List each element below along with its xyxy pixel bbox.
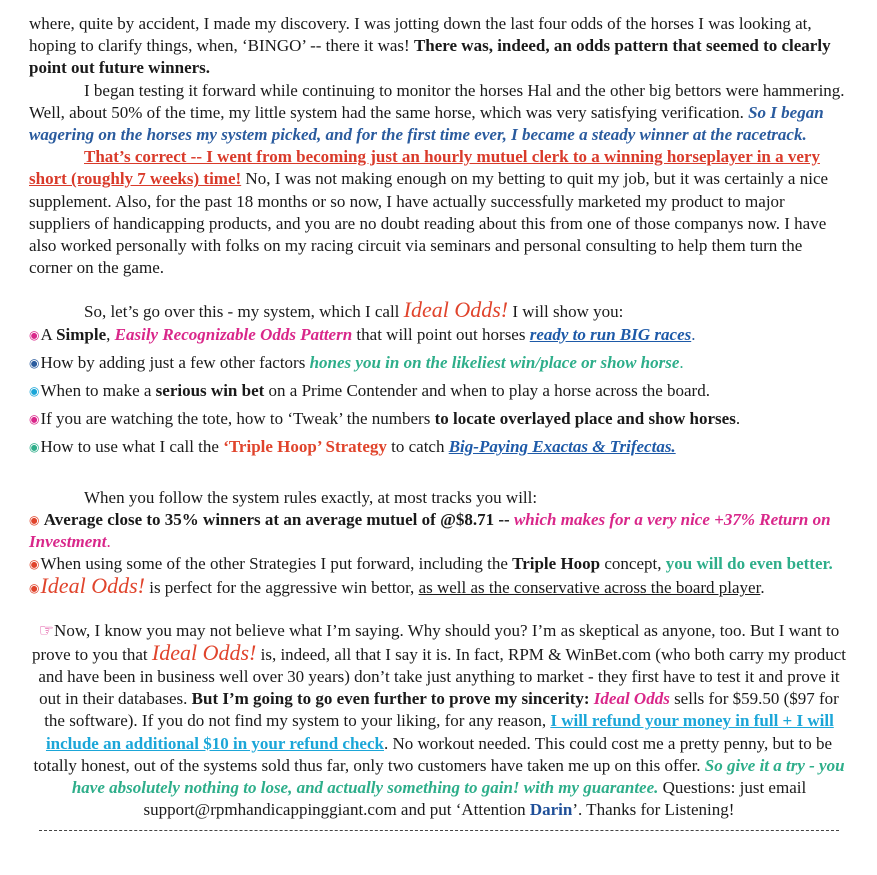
bullet-icon: ◉ [29, 512, 40, 527]
text: I will show you: [508, 302, 624, 322]
list-item: ◉How by adding just a few other factors hones you in on the likeliest win/place or show horse. [29, 352, 684, 372]
emphasis-text: That’s correct -- I went from becoming just an hourly mutuel clerk to a winning horseplayer in a very short (roughly 7 weeks) time! [29, 147, 820, 189]
list-item: ◉How to use what I call the ‘Triple Hoop’ Strategy to catch Big-Paying Exactas & Trifectas. [29, 437, 676, 457]
text: No, I was not making enough on my betting to quit my job, but it was certainly a nice supplement. Also, for the past 18 months or so now, I have actually successfully marketed my product to major suppliers of handicapping products, and you are no doubt reading about this from one of those companys now. I have also worked personally with folks on my racing circuit via seminars and personal consulting to help them turn the corner on the game. [29, 169, 829, 278]
brand-name: Ideal Odds! [40, 573, 145, 599]
divider [39, 830, 839, 831]
brand-name: Ideal Odds! [403, 297, 509, 323]
list-item: ◉A Simple, Easily Recognizable Odds Pattern that will point out horses ready to run BIG races. [29, 324, 696, 344]
feature-list [29, 324, 849, 459]
paragraph-intro [29, 299, 849, 323]
text: So, let’s go over this - my system, which I call [84, 302, 404, 322]
result-item-1: ◉ Average close to 35% winners at an average mutuel of @$8.71 -- which makes for a very nice +37% Return on Investment. [29, 509, 831, 552]
bullet-icon: ◉ [29, 440, 40, 455]
bullet-icon: ◉ [29, 412, 40, 427]
brand-name: Ideal Odds! [151, 639, 257, 665]
document-body [29, 13, 849, 831]
emphasis-text: So I began wagering on the horses my system picked, and for the first time ever, I became a steady winner at the racetrack. [29, 102, 824, 145]
paragraph-testing [29, 80, 849, 147]
text: I began testing it forward while continuing to monitor the horses Hal and the other big bettors were hammering. Well, about 50% of the time, my little system had the same horse, which was very satisfying verification. [29, 80, 845, 122]
list-item: ◉When to make a serious win bet on a Prime Contender and when to play a horse across the board. [29, 381, 710, 401]
bullet-icon: ◉ [29, 557, 40, 572]
paragraph-follow: When you follow the system rules exactly, at most tracks you will: [84, 487, 538, 507]
text: where, quite by accident, I made my discovery. I was jotting down the last four odds of the horses I was looking at, hoping to clarify things, when, ‘BINGO’ -- there it was! [29, 14, 812, 56]
list-item: ◉If you are watching the tote, how to ‘Tweak’ the numbers to locate overlayed place and show horses. [29, 409, 741, 429]
paragraph-discovery [29, 13, 849, 80]
result-item-2: ◉When using some of the other Strategies I put forward, including the Triple Hoop concept, you will do even better. [29, 554, 833, 574]
bullet-icon: ◉ [29, 355, 40, 370]
paragraph-correct [29, 146, 849, 279]
bullet-icon: ◉ [29, 327, 40, 342]
bullet-icon: ◉ [29, 384, 40, 399]
bullet-icon: ◉ [29, 581, 40, 596]
paragraph-guarantee: ☞Now, I know you may not believe what I’m saying. Why should you? I’m as skeptical as anyone, too. But I want to prove to you that Ideal Odds! is, indeed, all that I say it is. In fact, RPM & WinBet.com (who both carry my product and have been in business well over 30 years) don’t take just anything to market - they first have to test it and prove it out in their databases. But I’m going to go even further to prove my sincerity: Ideal Odds sells for $59.50 ($97 for the software). If you do not find my system to your liking, for any reason, I will refund your money in full + I will include an additional $10 in your refund check. No workout needed. This could cost me a pretty penny, but to be totally honest, out of the systems sold thus far, only two customers have taken me up on this offer. So give it a try - you have absolutely nothing to lose, and actually something to gain! with my guarantee. Questions: just email support@rpmhandicappinggiant.com and put ‘Attention Darin’. Thanks for Listening! [31, 620, 847, 820]
result-item-3: ◉Ideal Odds! is perfect for the aggressive win bettor, as well as the conservative across the board player. [29, 573, 765, 599]
pointing-hand-icon: ☞ [38, 620, 55, 640]
emphasis-text: There was, indeed, an odds pattern that seemed to clearly point out future winners. [29, 36, 831, 78]
